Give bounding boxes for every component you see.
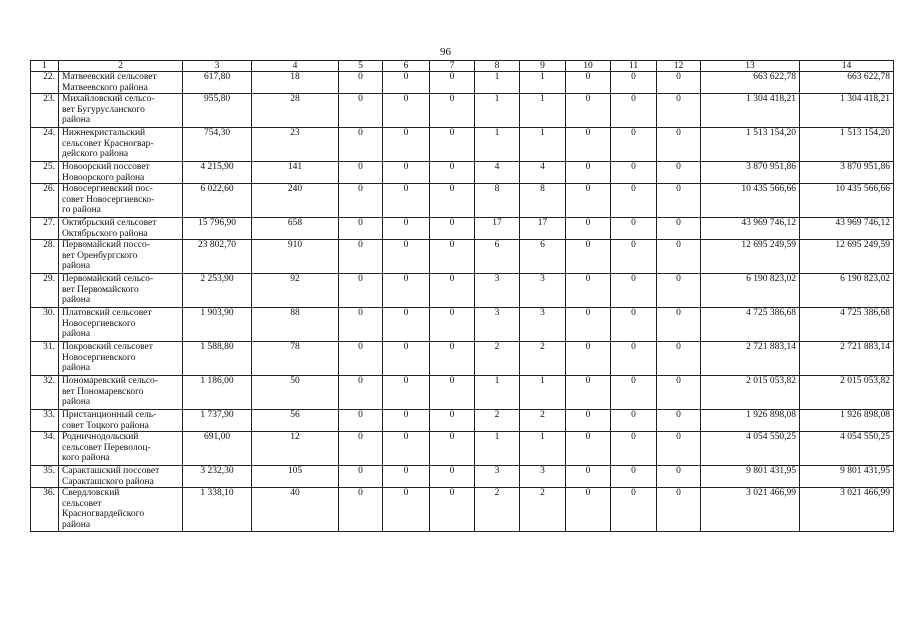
cell-col11: 0 <box>611 308 657 342</box>
cell-col13: 1 926 898,08 <box>701 410 800 432</box>
settlement-name-line: вет Пономаревского <box>62 386 144 397</box>
table-row <box>31 184 894 218</box>
column-header: 4 <box>252 61 339 72</box>
cell-col9: 2 <box>520 488 566 532</box>
cell-col14: 2 721 883,14 <box>800 342 894 376</box>
settlement-name-line: Октябрьского района <box>62 228 148 239</box>
cell-col3: 2 253,90 <box>183 274 252 308</box>
cell-col4: 50 <box>252 376 339 410</box>
settlement-name-line: сельсовет <box>62 498 102 509</box>
cell-col3: 617,80 <box>183 72 252 94</box>
column-header: 1 <box>31 61 59 72</box>
cell-col6: 0 <box>383 128 430 162</box>
cell-col10: 0 <box>566 274 611 308</box>
cell-col9: 8 <box>520 184 566 218</box>
cell-col13: 4 725 386,68 <box>701 308 800 342</box>
settlement-name-line: кого района <box>62 453 110 463</box>
cell-col4: 40 <box>252 488 339 532</box>
cell-col13: 663 622,78 <box>701 72 800 94</box>
cell-col6: 0 <box>383 218 430 240</box>
settlement-name-line: сельсовет Красногвар- <box>62 138 154 149</box>
settlement-name-line: Нижнекристальский <box>62 128 146 138</box>
cell-col5: 0 <box>339 274 383 308</box>
settlement-name-line: вет Бугурусланского <box>62 104 145 115</box>
cell-col6: 0 <box>383 240 430 274</box>
cell-col3: 6 022,60 <box>183 184 252 218</box>
settlement-name-line: Михайловский сельсо- <box>62 94 155 104</box>
cell-col13: 2 015 053,82 <box>701 376 800 410</box>
settlement-name-line: Новосергиевский пос- <box>62 184 153 194</box>
cell-col12: 0 <box>657 432 701 466</box>
cell-col11: 0 <box>611 342 657 376</box>
settlement-name <box>59 342 183 376</box>
cell-col8: 6 <box>475 240 520 274</box>
cell-col13: 1 304 418,21 <box>701 94 800 128</box>
cell-col6: 0 <box>383 342 430 376</box>
settlement-name-line: района <box>62 329 91 339</box>
cell-col5: 0 <box>339 376 383 410</box>
settlement-name <box>59 72 183 94</box>
cell-col9: 17 <box>520 218 566 240</box>
cell-col6: 0 <box>383 162 430 184</box>
cell-col8: 1 <box>475 432 520 466</box>
cell-col7: 0 <box>430 72 475 94</box>
settlement-name <box>59 240 183 274</box>
cell-col14: 3 870 951,86 <box>800 162 894 184</box>
column-header: 11 <box>611 61 657 72</box>
cell-col5: 0 <box>339 94 383 128</box>
settlement-name-line: Первомайский сельсо- <box>62 274 154 284</box>
cell-col13: 4 054 550,25 <box>701 432 800 466</box>
cell-col13: 43 969 746,12 <box>701 218 800 240</box>
cell-col8: 8 <box>475 184 520 218</box>
cell-col12: 0 <box>657 466 701 488</box>
settlement-name-line: района <box>62 519 91 530</box>
cell-col10: 0 <box>566 376 611 410</box>
cell-col5: 0 <box>339 308 383 342</box>
cell-col12: 0 <box>657 410 701 432</box>
cell-col3: 691,00 <box>183 432 252 466</box>
column-header: 7 <box>430 61 475 72</box>
cell-col12: 0 <box>657 488 701 532</box>
cell-col6: 0 <box>383 466 430 488</box>
settlement-name-line: Новосергиевского <box>62 352 136 363</box>
cell-col10: 0 <box>566 432 611 466</box>
cell-col9: 1 <box>520 432 566 466</box>
cell-col10: 0 <box>566 128 611 162</box>
cell-col9: 3 <box>520 466 566 488</box>
cell-col12: 0 <box>657 308 701 342</box>
cell-col11: 0 <box>611 94 657 128</box>
cell-col3: 754,30 <box>183 128 252 162</box>
table-row <box>31 162 894 184</box>
settlement-name-line: района <box>62 115 91 125</box>
cell-col14: 3 021 466,99 <box>800 488 894 532</box>
settlement-name-line: вет Первомайского <box>62 284 139 295</box>
table-row <box>31 432 894 466</box>
settlement-name <box>59 466 183 488</box>
cell-col13: 12 695 249,59 <box>701 240 800 274</box>
settlement-name <box>59 488 183 532</box>
cell-col11: 0 <box>611 162 657 184</box>
cell-col8: 3 <box>475 308 520 342</box>
table-row <box>31 218 894 240</box>
cell-col5: 0 <box>339 466 383 488</box>
cell-col11: 0 <box>611 488 657 532</box>
column-header: 3 <box>183 61 252 72</box>
cell-col4: 658 <box>252 218 339 240</box>
row-number: 32. <box>31 376 59 410</box>
settlement-name-line: го района <box>62 205 101 215</box>
cell-col8: 2 <box>475 488 520 532</box>
cell-col8: 1 <box>475 94 520 128</box>
cell-col9: 4 <box>520 162 566 184</box>
cell-col8: 17 <box>475 218 520 240</box>
table-row <box>31 466 894 488</box>
cell-col9: 2 <box>520 410 566 432</box>
cell-col3: 23 802,70 <box>183 240 252 274</box>
cell-col3: 3 232,30 <box>183 466 252 488</box>
cell-col10: 0 <box>566 162 611 184</box>
cell-col14: 12 695 249,59 <box>800 240 894 274</box>
settlement-name <box>59 308 183 342</box>
cell-col12: 0 <box>657 240 701 274</box>
cell-col13: 3 870 951,86 <box>701 162 800 184</box>
cell-col13: 2 721 883,14 <box>701 342 800 376</box>
table-row <box>31 240 894 274</box>
table-row <box>31 308 894 342</box>
cell-col7: 0 <box>430 240 475 274</box>
cell-col8: 4 <box>475 162 520 184</box>
settlement-name <box>59 432 183 466</box>
cell-col7: 0 <box>430 488 475 532</box>
cell-col5: 0 <box>339 432 383 466</box>
settlement-name-line: Первомайский поссо- <box>62 240 150 250</box>
cell-col8: 1 <box>475 72 520 94</box>
row-number: 34. <box>31 432 59 466</box>
table-row <box>31 488 894 532</box>
row-number: 26. <box>31 184 59 218</box>
cell-col4: 105 <box>252 466 339 488</box>
settlement-name <box>59 184 183 218</box>
settlement-name-line: района <box>62 261 91 271</box>
column-header: 14 <box>800 61 894 72</box>
cell-col9: 1 <box>520 94 566 128</box>
cell-col5: 0 <box>339 488 383 532</box>
settlement-name-line: Новосергиевского <box>62 318 136 329</box>
cell-col3: 955,80 <box>183 94 252 128</box>
settlement-name-line: района <box>62 295 91 305</box>
cell-col12: 0 <box>657 94 701 128</box>
row-number: 31. <box>31 342 59 376</box>
settlement-name-line: района <box>62 363 91 373</box>
row-number: 33. <box>31 410 59 432</box>
settlement-name-line: Матвеевского района <box>62 82 148 93</box>
settlement-name <box>59 376 183 410</box>
cell-col14: 1 926 898,08 <box>800 410 894 432</box>
cell-col3: 15 796,90 <box>183 218 252 240</box>
column-header: 10 <box>566 61 611 72</box>
cell-col7: 0 <box>430 128 475 162</box>
cell-col4: 23 <box>252 128 339 162</box>
row-number: 22. <box>31 72 59 94</box>
settlement-name-line: дейского района <box>62 149 129 159</box>
row-number: 24. <box>31 128 59 162</box>
cell-col10: 0 <box>566 72 611 94</box>
cell-col9: 6 <box>520 240 566 274</box>
settlement-name-line: Октябрьский сельсовет <box>62 218 157 228</box>
cell-col14: 43 969 746,12 <box>800 218 894 240</box>
cell-col13: 6 190 823,02 <box>701 274 800 308</box>
cell-col10: 0 <box>566 466 611 488</box>
cell-col9: 3 <box>520 308 566 342</box>
cell-col14: 4 054 550,25 <box>800 432 894 466</box>
settlement-name-line: Новоорский поссовет <box>62 162 150 172</box>
cell-col9: 2 <box>520 342 566 376</box>
cell-col12: 0 <box>657 376 701 410</box>
cell-col7: 0 <box>430 94 475 128</box>
cell-col11: 0 <box>611 240 657 274</box>
column-header: 6 <box>383 61 430 72</box>
cell-col3: 1 186,00 <box>183 376 252 410</box>
settlement-name <box>59 128 183 162</box>
settlement-name-line: Саракташский поссовет <box>62 466 160 476</box>
cell-col3: 1 903,90 <box>183 308 252 342</box>
cell-col5: 0 <box>339 184 383 218</box>
cell-col8: 2 <box>475 410 520 432</box>
table-row <box>31 94 894 128</box>
cell-col9: 1 <box>520 72 566 94</box>
row-number: 36. <box>31 488 59 532</box>
row-number: 35. <box>31 466 59 488</box>
cell-col4: 240 <box>252 184 339 218</box>
settlement-name-line: Свердловский <box>62 488 120 498</box>
row-number: 29. <box>31 274 59 308</box>
table-row <box>31 342 894 376</box>
cell-col4: 18 <box>252 72 339 94</box>
cell-col7: 0 <box>430 376 475 410</box>
cell-col11: 0 <box>611 410 657 432</box>
settlement-name-line: Покровский сельсовет <box>62 342 153 352</box>
cell-col11: 0 <box>611 218 657 240</box>
cell-col11: 0 <box>611 466 657 488</box>
settlement-name-line: Новоорского района <box>62 172 145 183</box>
cell-col3: 1 737,90 <box>183 410 252 432</box>
cell-col4: 141 <box>252 162 339 184</box>
settlement-name-line: сельсовет Переволоц- <box>62 442 151 453</box>
data-table <box>30 60 894 532</box>
cell-col4: 910 <box>252 240 339 274</box>
cell-col5: 0 <box>339 218 383 240</box>
cell-col14: 9 801 431,95 <box>800 466 894 488</box>
column-header: 13 <box>701 61 800 72</box>
table-row <box>31 128 894 162</box>
cell-col12: 0 <box>657 184 701 218</box>
cell-col5: 0 <box>339 162 383 184</box>
cell-col14: 663 622,78 <box>800 72 894 94</box>
cell-col12: 0 <box>657 218 701 240</box>
table-row <box>31 410 894 432</box>
settlement-name <box>59 274 183 308</box>
cell-col12: 0 <box>657 128 701 162</box>
cell-col4: 88 <box>252 308 339 342</box>
cell-col12: 0 <box>657 72 701 94</box>
cell-col5: 0 <box>339 342 383 376</box>
cell-col12: 0 <box>657 162 701 184</box>
settlement-name <box>59 162 183 184</box>
cell-col14: 1 513 154,20 <box>800 128 894 162</box>
cell-col14: 1 304 418,21 <box>800 94 894 128</box>
cell-col8: 2 <box>475 342 520 376</box>
cell-col5: 0 <box>339 72 383 94</box>
cell-col13: 9 801 431,95 <box>701 466 800 488</box>
cell-col7: 0 <box>430 466 475 488</box>
cell-col7: 0 <box>430 274 475 308</box>
cell-col10: 0 <box>566 184 611 218</box>
cell-col9: 1 <box>520 376 566 410</box>
cell-col10: 0 <box>566 94 611 128</box>
cell-col7: 0 <box>430 410 475 432</box>
cell-col10: 0 <box>566 240 611 274</box>
row-number: 27. <box>31 218 59 240</box>
cell-col5: 0 <box>339 240 383 274</box>
cell-col4: 12 <box>252 432 339 466</box>
cell-col13: 1 513 154,20 <box>701 128 800 162</box>
cell-col10: 0 <box>566 488 611 532</box>
cell-col7: 0 <box>430 342 475 376</box>
table-row <box>31 274 894 308</box>
settlement-name-line: Родничнодольский <box>62 432 139 442</box>
cell-col11: 0 <box>611 432 657 466</box>
cell-col6: 0 <box>383 376 430 410</box>
cell-col11: 0 <box>611 274 657 308</box>
cell-col12: 0 <box>657 274 701 308</box>
cell-col6: 0 <box>383 274 430 308</box>
cell-col11: 0 <box>611 72 657 94</box>
cell-col6: 0 <box>383 184 430 218</box>
cell-col9: 1 <box>520 128 566 162</box>
cell-col7: 0 <box>430 218 475 240</box>
row-number: 23. <box>31 94 59 128</box>
settlement-name-line: Пристанционный сель- <box>62 410 157 420</box>
cell-col7: 0 <box>430 184 475 218</box>
settlement-name-line: района <box>62 397 91 407</box>
cell-col10: 0 <box>566 308 611 342</box>
row-number: 25. <box>31 162 59 184</box>
cell-col8: 1 <box>475 128 520 162</box>
page-number: 96 <box>440 46 451 58</box>
column-header: 2 <box>59 61 183 72</box>
settlement-name <box>59 94 183 128</box>
settlement-name-line: вет Оренбургского <box>62 250 138 261</box>
column-header: 9 <box>520 61 566 72</box>
table-row <box>31 72 894 94</box>
cell-col6: 0 <box>383 72 430 94</box>
settlement-name-line: Саракташского района <box>62 476 154 487</box>
cell-col8: 3 <box>475 274 520 308</box>
column-header: 12 <box>657 61 701 72</box>
settlement-name <box>59 218 183 240</box>
cell-col4: 56 <box>252 410 339 432</box>
row-number: 28. <box>31 240 59 274</box>
cell-col10: 0 <box>566 342 611 376</box>
cell-col10: 0 <box>566 218 611 240</box>
column-header: 5 <box>339 61 383 72</box>
cell-col11: 0 <box>611 376 657 410</box>
cell-col4: 92 <box>252 274 339 308</box>
cell-col6: 0 <box>383 488 430 532</box>
cell-col7: 0 <box>430 308 475 342</box>
settlement-name-line: Платовский сельсовет <box>62 308 152 318</box>
settlement-name <box>59 410 183 432</box>
cell-col6: 0 <box>383 308 430 342</box>
cell-col7: 0 <box>430 432 475 466</box>
cell-col7: 0 <box>430 162 475 184</box>
cell-col3: 1 588,80 <box>183 342 252 376</box>
settlement-name-line: Красногвардейского <box>62 509 145 519</box>
cell-col12: 0 <box>657 342 701 376</box>
cell-col10: 0 <box>566 410 611 432</box>
cell-col8: 3 <box>475 466 520 488</box>
settlement-name-line: совет Тоцкого района <box>62 420 149 431</box>
settlement-name-line: совет Новосергиевско- <box>62 194 155 205</box>
cell-col14: 4 725 386,68 <box>800 308 894 342</box>
cell-col6: 0 <box>383 410 430 432</box>
header-row <box>31 61 894 72</box>
cell-col3: 1 338,10 <box>183 488 252 532</box>
cell-col4: 78 <box>252 342 339 376</box>
row-number: 30. <box>31 308 59 342</box>
cell-col14: 6 190 823,02 <box>800 274 894 308</box>
cell-col8: 1 <box>475 376 520 410</box>
cell-col4: 28 <box>252 94 339 128</box>
settlement-name-line: Матвеевский сельсовет <box>62 72 157 82</box>
cell-col5: 0 <box>339 128 383 162</box>
cell-col6: 0 <box>383 432 430 466</box>
settlement-name-line: Пономаревский сельсо- <box>62 376 158 386</box>
table-row <box>31 376 894 410</box>
column-header: 8 <box>475 61 520 72</box>
cell-col9: 3 <box>520 274 566 308</box>
cell-col11: 0 <box>611 128 657 162</box>
cell-col13: 3 021 466,99 <box>701 488 800 532</box>
cell-col13: 10 435 566,66 <box>701 184 800 218</box>
cell-col3: 4 215,90 <box>183 162 252 184</box>
cell-col14: 2 015 053,82 <box>800 376 894 410</box>
cell-col5: 0 <box>339 410 383 432</box>
cell-col6: 0 <box>383 94 430 128</box>
cell-col14: 10 435 566,66 <box>800 184 894 218</box>
cell-col11: 0 <box>611 184 657 218</box>
